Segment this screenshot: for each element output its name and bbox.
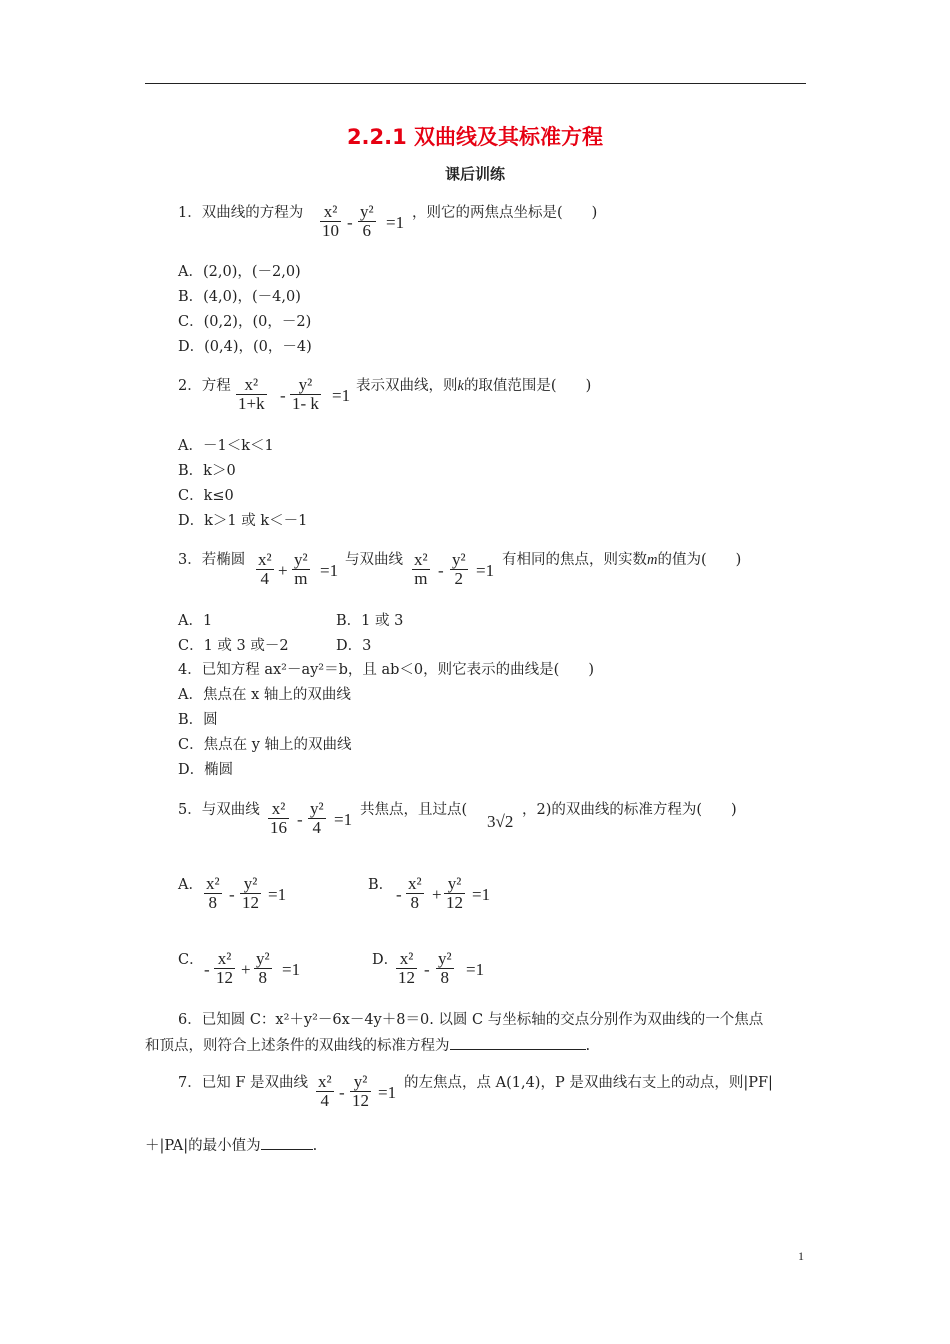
q5-optB-label: B．	[368, 877, 394, 893]
q5-rhs: =1	[334, 810, 353, 829]
header-rule	[145, 83, 806, 84]
q7-stem: 7．已知 F 是双曲线	[178, 1075, 309, 1091]
q2-option-b: B．k＞0	[178, 463, 236, 479]
q4-option-d: D．椭圆	[178, 762, 234, 778]
q3-mid: 与双曲线	[345, 552, 403, 568]
q7-line2: ＋|PA|的最小值为 .	[145, 1135, 317, 1156]
q1-option-b: B．(4,0)，(－4,0)	[178, 289, 301, 305]
q5-frac-b: $\frac{\text{y²}}{4}$	[310, 799, 324, 837]
q1-tail: ，则它的两焦点坐标是( )	[412, 205, 598, 221]
q6-line1: 6．已知圆 C：x²＋y²－6x－4y＋8＝0. 以圆 C 与坐标轴的交点分别作为双曲线的一个焦点	[178, 1012, 764, 1028]
q1-stem: 1．双曲线的方程为	[178, 205, 304, 221]
q1-option-a: A．(2,0)，(－2,0)	[178, 264, 301, 280]
q5-stem: 5．与双曲线	[178, 802, 260, 818]
q5-optB-frac-a: $\frac{\text{x²}}{8}$	[408, 874, 422, 912]
q3-option-b: B．1 或 3	[336, 613, 404, 629]
q5-frac-a: $\frac{\text{x²}}{16}$	[270, 799, 287, 837]
q7-answer-blank	[261, 1135, 313, 1150]
q3-tail: 有相同的焦点，则实数m的值为( )	[502, 552, 742, 568]
q3-stem: 3．若椭圆	[178, 552, 246, 568]
q2-option-a: A．－1＜k＜1	[178, 438, 274, 454]
q2-frac-a: $\frac{\text{x²}}{1+k}$	[238, 375, 265, 413]
q5-optD-rhs: =1	[466, 960, 485, 979]
q3-eq2-frac-a: $\frac{\text{x²}}{m}$	[414, 550, 428, 588]
q1-frac-a: $\frac{\text{x²}}{10}$	[322, 202, 339, 240]
q1-option-d: D．(0,4)，(0，－4)	[178, 339, 312, 355]
q7-rhs: =1	[378, 1083, 397, 1102]
q7-tail: 的左焦点，点 A(1,4)，P 是双曲线右支上的动点，则|PF|	[404, 1075, 773, 1091]
q1-option-c: C．(0,2)，(0，－2)	[178, 314, 312, 330]
q1-frac-b: $\frac{\text{y²}}{6}$	[360, 202, 374, 240]
q5-optD-op: -	[424, 960, 430, 979]
q3-option-d: D．3	[336, 638, 372, 654]
q4-option-a: A．焦点在 x 轴上的双曲线	[178, 687, 351, 703]
q4-option-c: C．焦点在 y 轴上的双曲线	[178, 737, 352, 753]
q6-answer-blank	[450, 1035, 586, 1050]
q5-optA-rhs: =1	[268, 885, 287, 904]
q5-optA-frac-a: $\frac{\text{x²}}{8}$	[206, 874, 220, 912]
q5-optB-frac-b: $\frac{\text{y²}}{12}$	[446, 874, 463, 912]
q5-optB-op: +	[432, 885, 442, 904]
q5-point: 3√2	[487, 812, 514, 831]
q5-optA-frac-b: $\frac{\text{y²}}{12}$	[242, 874, 259, 912]
q5-optC-frac-b: $\frac{\text{y²}}{8}$	[256, 949, 270, 987]
q5-optC-op: +	[241, 960, 251, 979]
q5-optA-op: -	[229, 885, 235, 904]
q1-rhs: =1	[386, 213, 405, 232]
q3-eq1-frac-a: $\frac{\text{x²}}{4}$	[258, 550, 272, 588]
q4-option-b: B．圆	[178, 712, 218, 728]
q3-eq2-frac-b: $\frac{\text{y²}}{2}$	[452, 550, 466, 588]
q5-optA-label: A．	[178, 877, 203, 893]
q2-op: -	[280, 386, 286, 405]
q5-optD-label: D．	[372, 952, 399, 968]
q7-frac-a: $\frac{\text{x²}}{4}$	[318, 1072, 332, 1110]
q3-eq1-rhs: =1	[320, 561, 339, 580]
q5-optB-pre: -	[396, 885, 402, 904]
q2-rhs: =1	[332, 386, 351, 405]
q4-stem: 4．已知方程 ax²－ay²＝b，且 ab＜0，则它表示的曲线是( )	[178, 662, 594, 678]
q2-option-c: C．k≤0	[178, 488, 234, 504]
q5-optD-frac-a: $\frac{\text{x²}}{12}$	[398, 949, 415, 987]
q5-optC-frac-a: $\frac{\text{x²}}{12}$	[216, 949, 233, 987]
q5-optC-rhs: =1	[282, 960, 301, 979]
q2-tail: 表示双曲线，则k的取值范围是( )	[356, 378, 592, 394]
q5-mid: 共焦点，且过点(	[360, 802, 468, 818]
q2-option-d: D．k＞1 或 k＜－1	[178, 513, 308, 529]
q3-option-a: A．1	[178, 613, 213, 629]
q5-tail: ，2)的双曲线的标准方程为( )	[522, 802, 737, 818]
page-title: 2.2.1 双曲线及其标准方程	[346, 125, 604, 149]
q6-line2: 和顶点，则符合上述条件的双曲线的标准方程为 .	[145, 1035, 590, 1056]
q3-eq1-frac-b: $\frac{\text{y²}}{m}$	[294, 550, 308, 588]
q5-optD-frac-b: $\frac{\text{y²}}{8}$	[438, 949, 452, 987]
q3-option-c: C．1 或 3 或－2	[178, 638, 289, 654]
q2-stem: 2．方程	[178, 378, 231, 394]
q2-frac-b: $\frac{\text{y²}}{1- k}$	[292, 375, 319, 413]
q7-frac-b: $\frac{\text{y²}}{12}$	[352, 1072, 369, 1110]
page-subtitle: 课后训练	[444, 165, 505, 183]
q1-op: -	[347, 213, 353, 232]
q7-op: -	[339, 1083, 345, 1102]
q3-eq2-op: -	[438, 561, 444, 580]
q5-optC-pre: -	[204, 960, 210, 979]
q5-optC-label: C．	[178, 952, 204, 968]
page-number: 1	[798, 1249, 804, 1263]
q3-eq2-rhs: =1	[476, 561, 495, 580]
q5-op: -	[297, 810, 303, 829]
q5-optB-rhs: =1	[472, 885, 491, 904]
q3-eq1-op: +	[278, 561, 288, 580]
